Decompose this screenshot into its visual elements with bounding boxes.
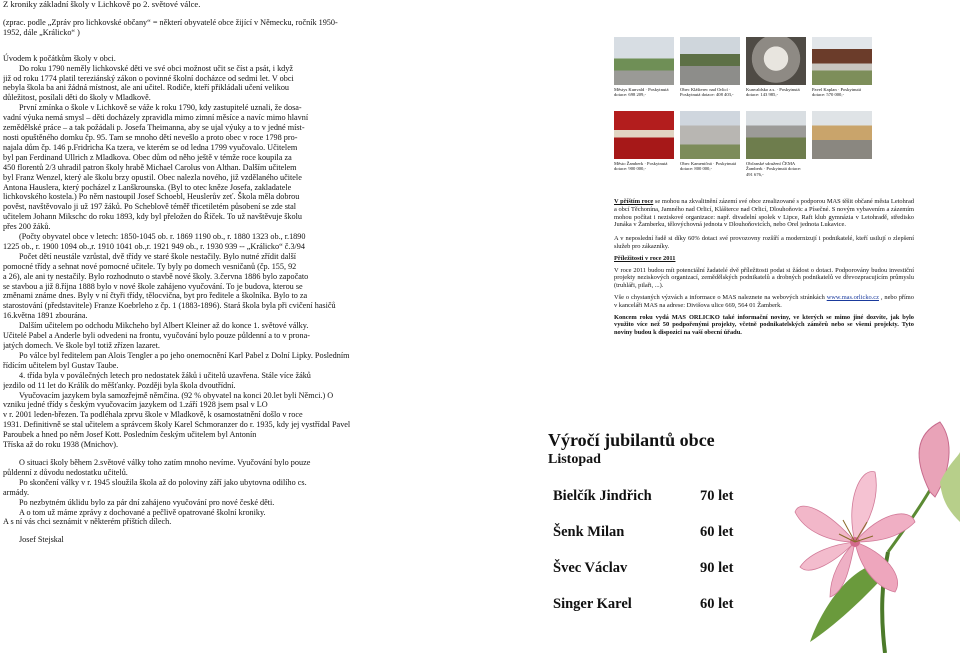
paragraph-line: 1225 ob., r. 1900 1094 ob.,r. 1910 1041 ob.,r. 1921 949 ob., r. 1930 939 -- „Králicko“ č.3/94 <box>3 241 305 251</box>
photo-arch <box>746 37 806 85</box>
paragraph-line: Paroubek a hned po něm Josef Kott. Posledním českým učitelem byl Antonín <box>3 430 257 440</box>
paragraph-line: starostování (představitele) Franze Koebrleho z čp. 1 (1883-1896). Stará škola byla při cvičení hasičů <box>3 301 336 311</box>
photo-bridge <box>680 37 740 85</box>
photo-caption: Občanské sdružení ČEMA Žamberk · Poskytnutá dotace: 491 676,- <box>746 161 802 177</box>
article-paragraph <box>614 198 914 229</box>
paragraph-line: nosti opuštěného domku čp. 95. Tam se mnoho dětí nevešlo a proto obec v roce 1798 pro- <box>3 132 298 142</box>
mas-website-link[interactable]: www.mas.orlicko.cz <box>826 293 879 301</box>
jubilee-age: 90 let <box>700 560 734 576</box>
paragraph-line: v r. 2001 leden-březen. Ta podléhala zprvu škole v Mladkově, k osamostatnění došlo v roce <box>3 410 303 420</box>
paragraph-line: byl Franz Wenzel, který ale školu brzy opustil. Obec nalezla nového, již vzdělaného učitele <box>3 172 302 182</box>
chronicle-column <box>3 0 451 653</box>
jubilee-name: Švec Václav <box>553 560 628 576</box>
paragraph-line: lichkovského kostela.) Po něm nastoupil Josef Schoebl, Heuslerův zeť. Škola měla dobrou <box>3 192 300 202</box>
chronicle-heading: Z kroniky základní školy v Lichkově po 2. světové válce. <box>3 0 201 9</box>
author-signature: Josef Stejskal <box>19 535 64 545</box>
paragraph-line: Učitelé Pabel a Anderle byli odvedeni na frontu, vyučování bylo pouze půldenní a to v prona- <box>3 331 310 341</box>
article-subheading: Příležitosti v roce 2011 <box>614 254 676 262</box>
paragraph-line: přes 200 žáků. <box>3 222 51 232</box>
paragraph-line: (Počty obyvatel obce v letech: 1850-1045 ob. r. 1869 1190 ob., r. 1880 1323 ob., r.1890 <box>19 232 306 242</box>
paragraph-line: najala dům čp. 146 p.Fridricha Ka tzera, ve kterém se od ledna 1799 vyučovalo. Učitelem <box>3 142 298 152</box>
photo-yard <box>746 111 806 159</box>
paragraph-line: řídícím učitelem byl Gustav Taube. <box>3 360 119 370</box>
paragraph-line: Tříska až do roku 1938 (Mnichov). <box>3 440 119 450</box>
jubilee-age: 70 let <box>700 488 734 504</box>
paragraph-line: Po nezbytném úklidu bylo za pár dní zahájeno vyučování pro nové české děti. <box>19 497 275 507</box>
jubilee-name: Bielčík Jindřich <box>553 488 652 504</box>
paragraph-line: již od roku 1774 platil tereziánský zákon o povinné školní docházce od sedmi let. V obci <box>3 73 294 83</box>
paragraph-line: vadní výuka nemá smysl – děti docházely zpravidla mimo zimní měsíce a navíc mimo hlavní <box>3 113 309 123</box>
paragraph-line: vzniku jedné třídy s českým vyučovacím jazykem od 1.září 1928 jsem psal v LO <box>3 400 268 410</box>
article-paragraph: V roce 2011 budou mít potenciální žadatelé dvě příležitosti podat si žádost o dotaci. Podporovány budou investiční projekty neziskových organizací, zemědělských podnikatelů a drobných podnikatelů ve dřevozpracujícím průmyslu (truhláři, pilaři, ...). <box>614 266 914 290</box>
paragraph-line: Úvodem k počátkům školy v obci. <box>3 53 116 63</box>
paragraph-line: Počet dětí neustále vzrůstal, dvě třídy ve staré škole nestačily. Bylo nutné zřídit další <box>19 251 297 261</box>
paragraph-line: První zmínka o škole v Lichkově se váže k roku 1790, kdy zastupitelé uznali, že dosa- <box>19 103 302 113</box>
photo-interior <box>812 111 872 159</box>
article-text: Vše o chystaných výzvách a informace o MAS naleznete na webových stránkách <box>614 293 827 301</box>
photo-building <box>812 37 872 85</box>
paragraph-line: A s ní vás chci seznámit v některém příštích dílech. <box>3 517 172 527</box>
paragraph-line: jezdilo od 11 let do Králík do měšťanky. Později byla škola dvoutřídní. <box>3 380 236 390</box>
paragraph-line: 1931. Definitivně se stal učitelem a správcem školy Karel Schmoranzer do r. 1935, kdy jej vystřídal Pavel <box>3 420 351 430</box>
photo-square <box>680 111 740 159</box>
photo-caption: Pavel Kaplan · Poskytnutá dotace: 570 000,- <box>812 87 861 98</box>
article-paragraph <box>614 294 914 310</box>
source-note-line-2: 1952, dále „Králicko“ ) <box>3 27 80 37</box>
paragraph-line: pověst, navštěvovalo ji už 197 žáků. Po Scheblově téměř třicetiletém působení se zde stal <box>3 202 297 212</box>
photo-caption <box>812 161 872 185</box>
paragraph-line: změnami známe dnes. Byly v ní čtyři třídy, tělocvična, byt pro ředitele a školníka. Bylo to za <box>3 291 308 301</box>
jubilee-name: Šenk Milan <box>553 524 625 540</box>
jubilee-month: Listopad <box>548 452 601 467</box>
mas-article <box>614 198 914 341</box>
paragraph-line: Po válce byl ředitelem pan Alois Tengler a po jeho onemocnění Karl Pabel z Dolní Lipky. Posledním <box>19 350 350 360</box>
paragraph-line: Vyučovacím jazykem byla samozřejmě němčina. (92 % obyvatel na konci 20.let byli Němci.) O <box>19 390 334 400</box>
paragraph-line: učitelem Johann Mikschc do roku 1893, kdy byl přeložen do Říček. To už navštěvuje školu <box>3 212 302 222</box>
article-text: , nebo přímo v kanceláři MAS na adrese: Divišova ulice 669, 564 01 Žamberk. <box>614 293 914 309</box>
project-photos <box>614 37 914 185</box>
paragraph-line: půldenní z důvodu nedostatku učitelů. <box>3 467 128 477</box>
paragraph-line: Do roku 1790 neměly lichkovské děti ve své obci možnost učit se číst a psát, i když <box>19 63 293 73</box>
photo-caption: Městys Kunvald · Poskytnutá dotace: 698 209,- <box>614 87 669 98</box>
photo-caption: Obec Kameničná · Poskytnutá dotace: 800 000,- <box>680 161 737 172</box>
paragraph-line: 16.května 1891 zbourána. <box>3 311 88 321</box>
paragraph-line: a 26), ale ani ty nestačily. Bylo rozhodnuto o stavbě nové školy. 3.června 1886 bylo započato <box>3 271 309 281</box>
caption-row-top <box>614 87 914 111</box>
paragraph-line: O situaci školy během 2.světové války toho zatím mnoho nevíme. Vyučování bylo pouze <box>19 457 311 467</box>
jubilee-age: 60 let <box>700 596 734 612</box>
jubilee-age: 60 let <box>700 524 734 540</box>
photo-road <box>614 37 674 85</box>
paragraph-line: Po skončení války v r. 1945 sloužila škola až do poloviny září jako ubytovna odilího cs. <box>19 477 307 487</box>
article-paragraph: A v neposlední řadě si díky 60% dotaci své provozovny rozšíří a modernizují i podnikatelé, kteří usilují o zlepšení služeb pro zákazníky. <box>614 235 914 250</box>
paragraph-line: se stavbou a již 8.října 1888 bylo v nové škole zahájeno vyučování. To je budova, kterou se <box>3 281 303 291</box>
paragraph-line: zemědělské práce – a tak požádali p. Josefa Theimanna, aby se ujal výuky a to v jedné míst- <box>3 123 305 133</box>
photo-caption: Kunvaldsko a.s. · Poskytnutá dotace: 143 985,- <box>746 87 800 98</box>
photo-row-bottom <box>614 111 914 159</box>
photo-row-top <box>614 37 914 85</box>
jubilee-name: Singer Karel <box>553 596 632 612</box>
caption-row-bottom <box>614 161 914 185</box>
lily-flower-illustration <box>790 412 960 653</box>
photo-theatre <box>614 111 674 159</box>
article-lead: V příštím roce <box>614 198 654 205</box>
paragraph-line: A o tom už máme zprávy z dochované a pečlivě opatrované školní kroniky. <box>19 507 266 517</box>
source-note-line-1: (zprac. podle „Zpráv pro lichkovské občany“ = některí obyvatelé obce žijící v Německu, ročník 1950- <box>3 17 338 27</box>
jubilee-title: Výročí jubilantů obce <box>548 430 715 450</box>
paragraph-line: důležitost, posílali děti do školy v Mladkově. <box>3 93 151 103</box>
paragraph-line: armády. <box>3 487 30 497</box>
paragraph-line: 450 florentů 2/3 uhradil patron školy hrabě Michael Carolus von Althan. Dalším učitelem <box>3 162 297 172</box>
photo-caption: Obec Klášterec nad Orlicí · Poskytnutá dotace: 408 403,- <box>680 87 734 98</box>
lily-petal <box>795 506 855 542</box>
paragraph-line: byl pan Ferdinand Ullrich z Mladkova. Obec dům od něho ještě v témže roce koupila za <box>3 152 292 162</box>
article-paragraph: Koncem roku vydá MAS ORLICKO také informační noviny, ve kterých se mimo jiné dozvíte, jak bylo využito více než 50 podpořenými projekty, včetně podnikatelských záměrů nebo se všemi projekty. Tyto noviny budou k dispozici na vaší obecní úřadu. <box>614 313 914 337</box>
paragraph-line: jatých domech. Ve škole byl totiž zřízen lazaret. <box>3 341 160 350</box>
paragraph-line: nebyla škola ba ani žádná místnost, ale ani učitel. Rodiče, kteří přikládali učení velikou <box>3 83 290 93</box>
paragraph-line: pomocné třídy a sehnat nové pomocné učitele. Ty byly po domech vesničanů (čp. 155, 92 <box>3 261 297 271</box>
paragraph-line: Antona Hauslera, který pocházel z Lanškrounska. (Byl to otec kněze Josefa, zakladatele <box>3 182 292 192</box>
paragraph-line: Dalším učitelem po odchodu Mikcheho byl Albert Kleiner až do konce 1. světové války. <box>19 321 309 331</box>
paragraph-line: 4. třída byla v poválečných letech pro nedostatek žáků i učitelů uzavřena. Stále více žáků <box>19 370 311 380</box>
article-text: se mohou na zkvalitnění zázemí své obce zrealizované s podporou MAS těšit občané města Letohrad a obcí Těchonína, Jamného nad Orlicí, Klášterce nad Orlicí, Dlouhoňovic a Písečné. S novým vybavením a zázemím mohou počítat i neziskové organizace: např. divadelní spolek v Lipce, Raft klub gymnázia v Letohradě, středisko Junáka v Žamberku, tělovýchovná jednota v Dlouhoňovicích, nebo Orel jednota Lukavice. <box>614 198 914 229</box>
photo-caption: Město Žamberk · Poskytnutá dotace: 900 000,- <box>614 161 668 172</box>
